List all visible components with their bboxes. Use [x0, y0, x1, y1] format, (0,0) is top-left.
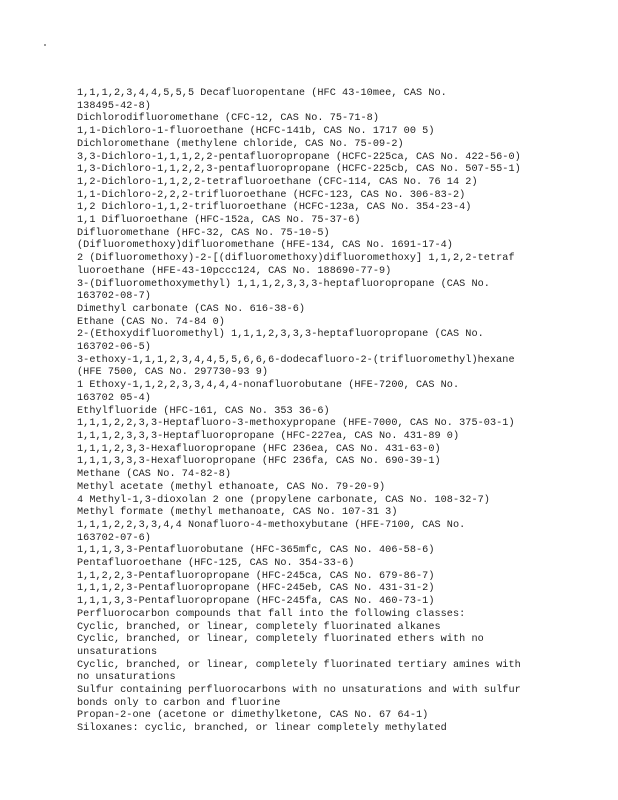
- text-line: Cyclic, branched, or linear, completely fluorinated ethers with no: [77, 634, 484, 646]
- text-line: luoroethane (HFE-43-10pccc124, CAS No. 188690-77-9): [77, 265, 392, 277]
- text-line: 1,3-Dichloro-1,1,2,2,3-pentafluoropropane (HCFC-225cb, CAS No. 507-55-1): [77, 164, 521, 176]
- text-line: Difluoromethane (HFC-32, CAS No. 75-10-5): [77, 227, 330, 239]
- text-line: 1,2-Dichloro-1,1,2,2-tetrafluoroethane (CFC-114, CAS No. 76 14 2): [77, 176, 478, 188]
- text-line: 163702-06-5): [77, 342, 151, 354]
- text-line: 1,1,1,2,3-Pentafluoropropane (HFC-245eb, CAS No. 431-31-2): [77, 583, 435, 595]
- text-line: 1,1,2,2,3-Pentafluoropropane (HFC-245ca, CAS No. 679-86-7): [77, 570, 435, 582]
- text-line: 1,1,1,2,3,3-Hexafluoropropane (HFC 236ea, CAS No. 431-63-0): [77, 443, 441, 455]
- text-line: 1,1,1,2,2,3,3-Heptafluoro-3-methoxypropane (HFE-7000, CAS No. 375-03-1): [77, 418, 515, 430]
- scan-speck: [44, 44, 46, 46]
- text-line: Dichlorodifluoromethane (CFC-12, CAS No. 75-71-8): [77, 113, 380, 125]
- text-line: 1,1,1,3,3-Pentafluorobutane (HFC-365mfc, CAS No. 406-58-6): [77, 545, 435, 557]
- text-line: Siloxanes: cyclic, branched, or linear completely methylated: [77, 723, 447, 735]
- text-line: 1,1,1,3,3,3-Hexafluoropropane (HFC 236fa, CAS No. 690-39-1): [77, 456, 441, 468]
- text-line: Ethane (CAS No. 74-84 0): [77, 316, 225, 328]
- text-line: 1,1-Dichloro-2,2,2-trifluoroethane (HCFC-123, CAS No. 306-83-2): [77, 189, 466, 201]
- text-line: (HFE 7500, CAS No. 297730-93 9): [77, 367, 269, 379]
- text-line: 3-(Difluoromethoxymethyl) 1,1,1,2,3,3,3-heptafluoropropane (CAS No.: [77, 278, 490, 290]
- text-line: 1 Ethoxy-1,1,2,2,3,3,4,4,4-nonafluorobutane (HFE-7200, CAS No.: [77, 380, 460, 392]
- text-line: 1,1,1,2,2,3,3,4,4 Nonafluoro-4-methoxybutane (HFE-7100, CAS No.: [77, 519, 466, 531]
- text-line: (Difluoromethoxy)difluoromethane (HFE-134, CAS No. 1691-17-4): [77, 240, 453, 252]
- text-line: Perfluorocarbon compounds that fall into the following classes:: [77, 608, 466, 620]
- text-line: 1,1,1,3,3-Pentafluoropropane (HFC-245fa, CAS No. 460-73-1): [77, 596, 435, 608]
- text-line: 1,2 Dichloro-1,1,2-trifluoroethane (HCFC-123a, CAS No. 354-23-4): [77, 202, 472, 214]
- text-line: 3,3-Dichloro-1,1,1,2,2-pentafluoropropane (HCFC-225ca, CAS No. 422-56-0): [77, 151, 521, 163]
- text-line: Dimethyl carbonate (CAS No. 616-38-6): [77, 303, 306, 315]
- text-line: 1,1-Dichloro-1-fluoroethane (HCFC-141b, CAS No. 1717 00 5): [77, 126, 435, 138]
- text-line: Dichloromethane (methylene chloride, CAS No. 75-09-2): [77, 138, 404, 150]
- text-line: no unsaturations: [77, 672, 176, 684]
- text-line: Methyl acetate (methyl ethanoate, CAS No. 79-20-9): [77, 481, 386, 493]
- text-line: bonds only to carbon and fluorine: [77, 697, 281, 709]
- text-line: Propan-2-one (acetone or dimethylketone, CAS No. 67 64-1): [77, 710, 429, 722]
- text-line: Ethylfluoride (HFC-161, CAS No. 353 36-6): [77, 405, 330, 417]
- text-line: 163702-07-6): [77, 532, 151, 544]
- text-line: 2-(Ethoxydifluoromethyl) 1,1,1,2,3,3,3-heptafluoropropane (CAS No.: [77, 329, 484, 341]
- text-line: Methane (CAS No. 74-82-8): [77, 469, 232, 481]
- text-line: 2 (Difluoromethoxy)-2-[(difluoromethoxy)difluoromethoxy] 1,1,2,2-tetraf: [77, 253, 515, 265]
- text-line: Methyl formate (methyl methanoate, CAS No. 107-31 3): [77, 507, 398, 519]
- text-line: Sulfur containing perfluorocarbons with no unsaturations and with sulfur: [77, 685, 521, 697]
- text-line: 163702 05-4): [77, 392, 151, 404]
- text-line: 1,1,1,2,3,4,4,5,5,5 Decafluoropentane (HFC 43-10mee, CAS No.: [77, 88, 447, 99]
- text-line: 4 Methyl-1,3-dioxolan 2 one (propylene carbonate, CAS No. 108-32-7): [77, 494, 490, 506]
- text-line: Cyclic, branched, or linear, completely fluorinated alkanes: [77, 621, 441, 633]
- text-line: Cyclic, branched, or linear, completely fluorinated tertiary amines with: [77, 659, 521, 671]
- text-line: 138495-42-8): [77, 100, 151, 112]
- compound-list: [77, 88, 607, 736]
- text-line: 1,1,1,2,3,3,3-Heptafluoropropane (HFC-227ea, CAS No. 431-89 0): [77, 430, 460, 442]
- text-line: 163702-08-7): [77, 291, 151, 303]
- text-line: 3-ethoxy-1,1,1,2,3,4,4,5,5,6,6,6-dodecafluoro-2-(trifluoromethyl)hexane: [77, 354, 515, 366]
- text-line: Pentafluoroethane (HFC-125, CAS No. 354-33-6): [77, 558, 355, 570]
- text-line: unsaturations: [77, 646, 158, 658]
- text-line: 1,1 Difluoroethane (HFC-152a, CAS No. 75-37-6): [77, 215, 361, 227]
